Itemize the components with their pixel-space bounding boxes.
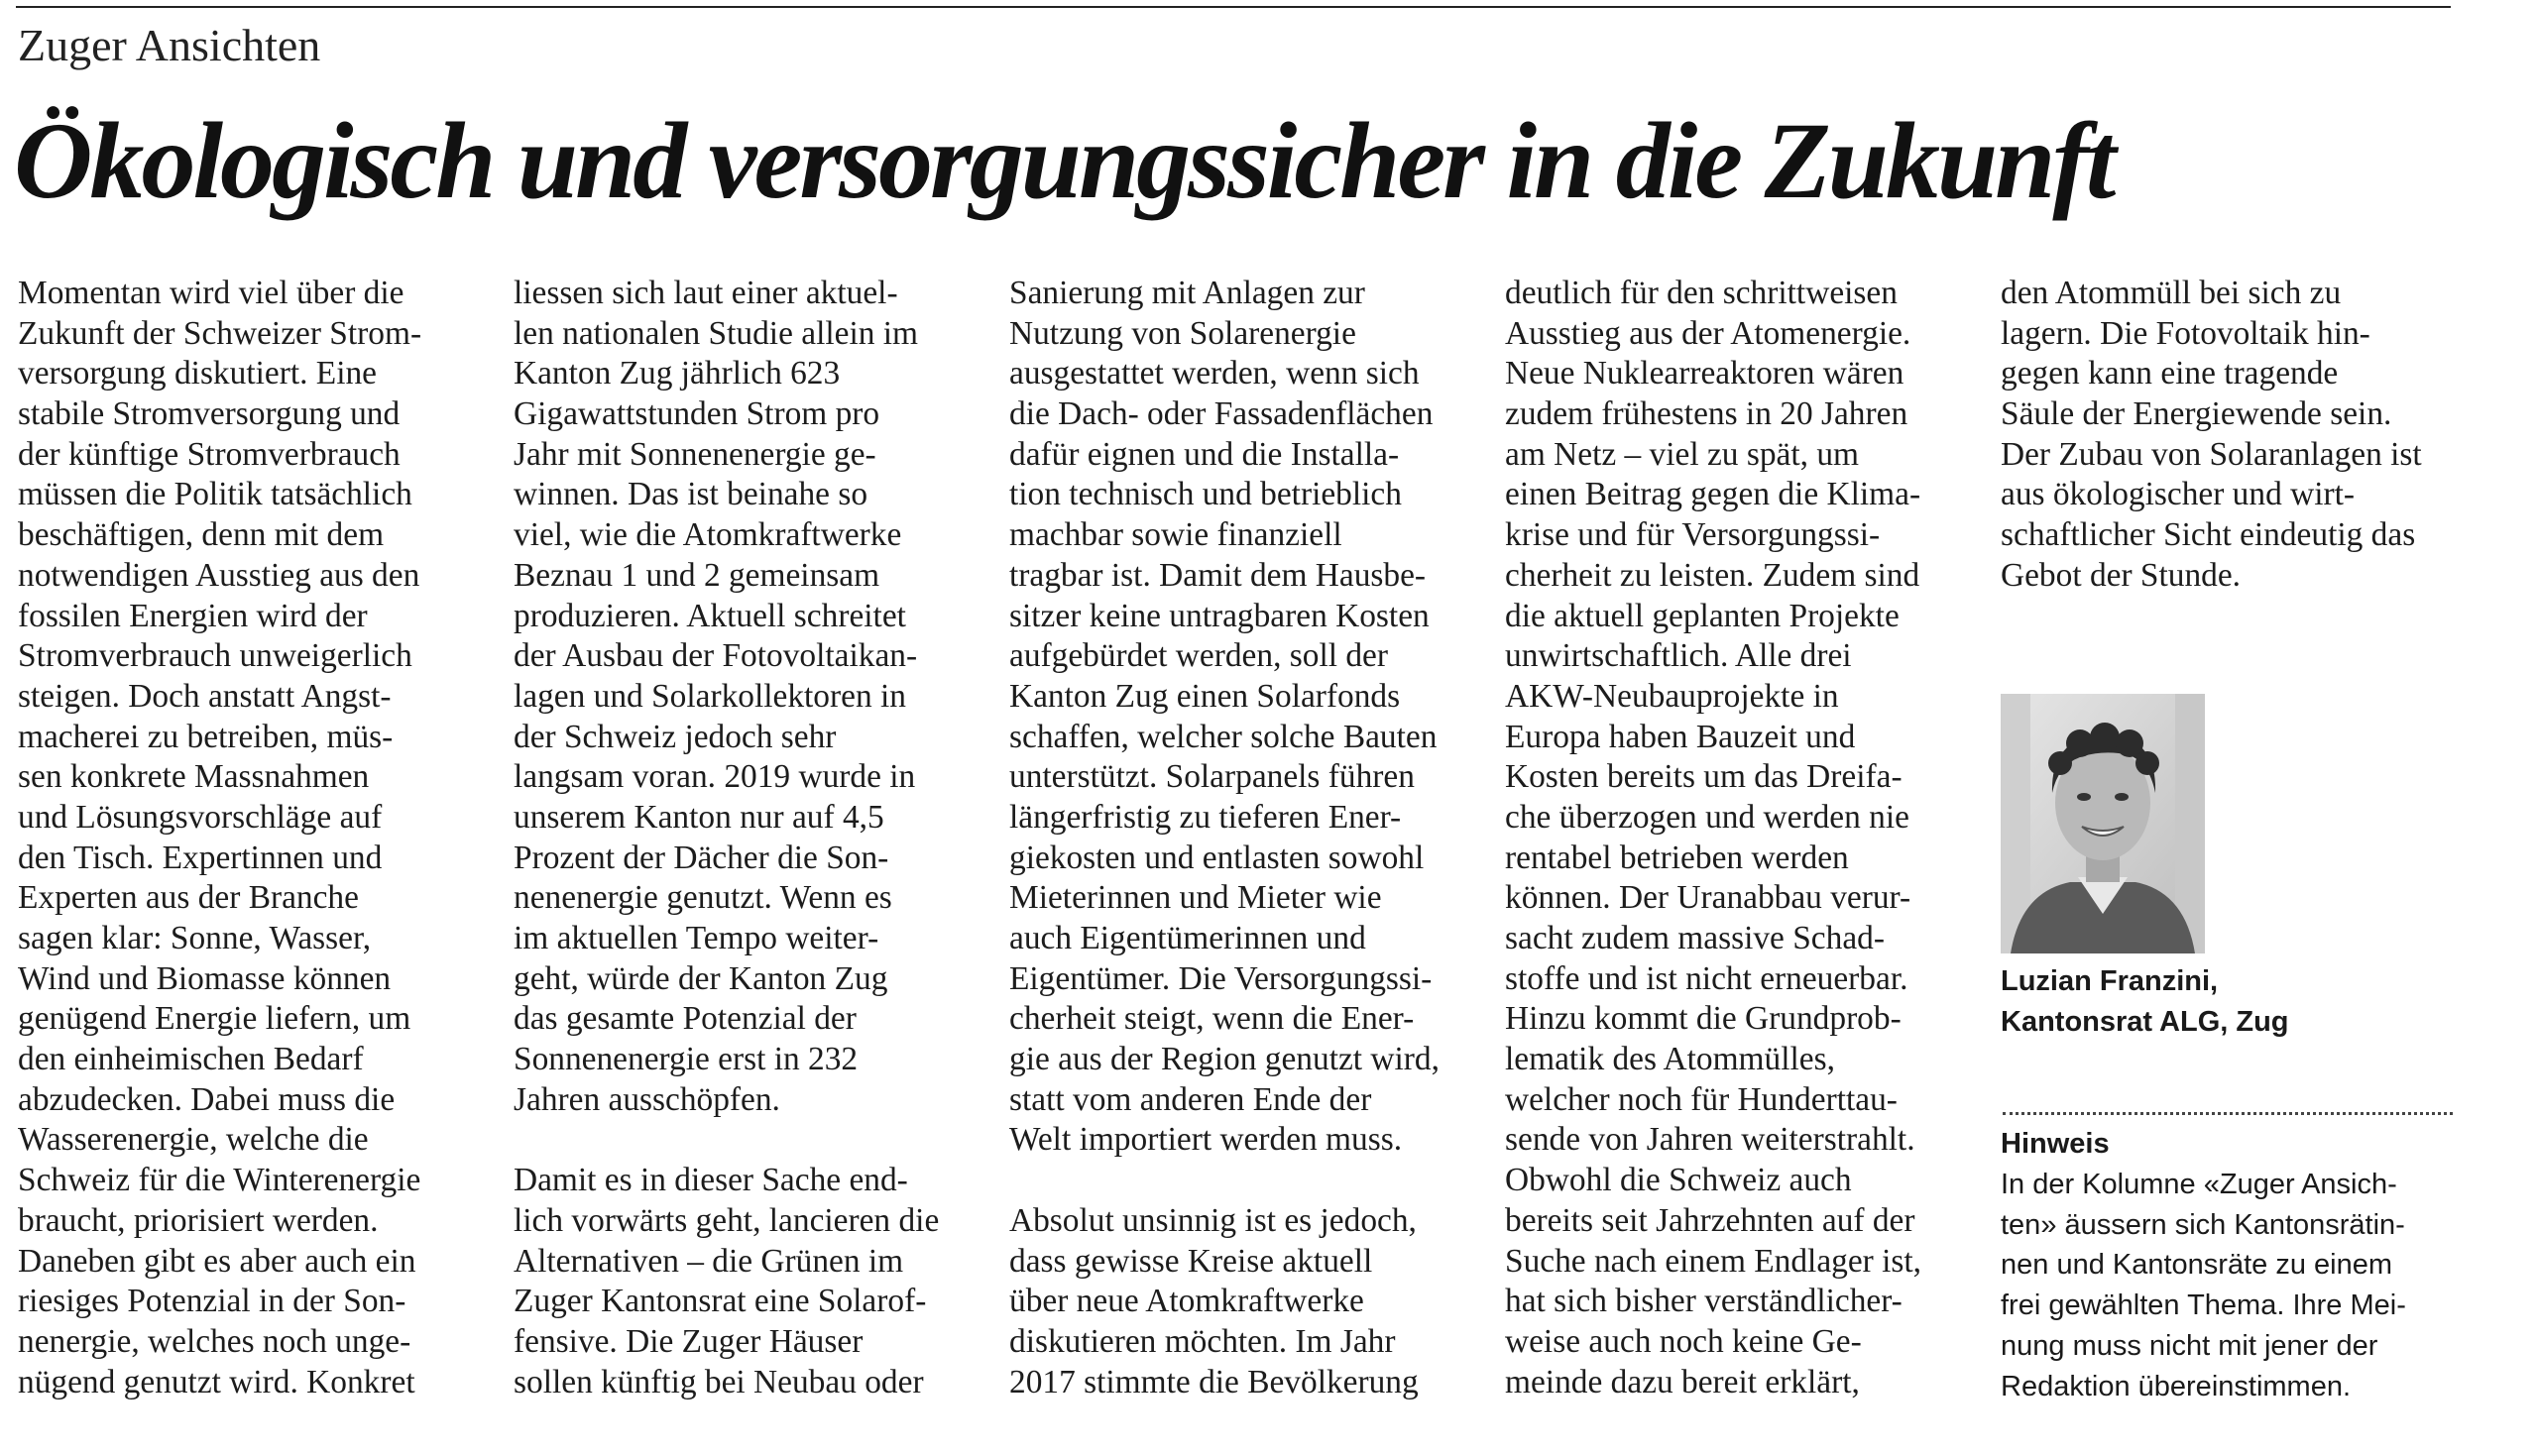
text-line: den einheimischen Bedarf — [18, 1041, 364, 1078]
paragraph-gap — [514, 1120, 987, 1161]
author-portrait-image — [2001, 694, 2205, 953]
text-line: Prozent der Dächer die Son- — [514, 839, 889, 876]
text-line: Ausstieg aus der Atomenergie. — [1505, 314, 1911, 352]
text-line: riesiges Potenzial in der Son- — [18, 1283, 406, 1320]
text-line: bereits seit Jahrzehnten auf der — [1505, 1201, 1915, 1239]
article-column-5 — [2001, 274, 2475, 597]
text-line: fensive. Die Zuger Häuser — [514, 1322, 864, 1360]
text-line: diskutieren möchten. Im Jahr — [1009, 1322, 1396, 1360]
text-line: Europa haben Bauzeit und — [1505, 718, 1856, 755]
text-line: Mieterinnen und Mieter wie — [1009, 879, 1382, 917]
text-line: len nationalen Studie allein im — [514, 314, 919, 352]
text-line: die aktuell geplanten Projekte — [1505, 597, 1900, 634]
text-line: den Atommüll bei sich zu — [2001, 275, 2342, 311]
text-line: nügend genutzt wird. Konkret — [18, 1363, 415, 1400]
article-column-3 — [1009, 274, 1483, 1402]
text-line: sitzer keine untragbaren Kosten — [1009, 597, 1430, 634]
text-line: Nutzung von Solarenergie — [1009, 314, 1356, 352]
text-line: lagen und Solarkollektoren in — [514, 677, 906, 715]
text-line: zudem frühestens in 20 Jahren — [1505, 395, 1908, 433]
text-line: Welt importiert werden muss. — [1009, 1121, 1403, 1159]
text-line: Wasserenergie, welche die — [18, 1121, 369, 1159]
text-line: Schweiz für die Winterenergie — [18, 1162, 421, 1199]
text-line: stoffe und ist nicht erneuerbar. — [1505, 959, 1908, 997]
note-line: nung muss nicht mit jener der — [2001, 1329, 2378, 1362]
text-line: die Dach- oder Fassadenflächen — [1009, 395, 1434, 433]
text-line: Jahr mit Sonnenenergie ge- — [514, 435, 876, 473]
text-line: einen Beitrag gegen die Klima- — [1505, 476, 1921, 513]
text-line: Eigentümer. Die Versorgungssi- — [1009, 959, 1433, 997]
text-line: Kanton Zug einen Solarfonds — [1009, 677, 1401, 715]
text-line: beschäftigen, denn mit dem — [18, 516, 385, 554]
text-line: Kanton Zug jährlich 623 — [514, 355, 841, 392]
text-line: deutlich für den schrittweisen — [1505, 275, 1898, 311]
text-line: sagen klar: Sonne, Wasser, — [18, 920, 372, 956]
article-column-2 — [514, 274, 987, 1402]
text-line: Beznau 1 und 2 gemeinsam — [514, 556, 880, 594]
text-line: Der Zubau von Solaranlagen ist — [2001, 435, 2422, 473]
text-line: braucht, priorisiert werden. — [18, 1201, 379, 1239]
text-line: lematik des Atommülles, — [1505, 1041, 1835, 1078]
text-line: gie aus der Region genutzt wird, — [1009, 1041, 1440, 1078]
text-line: schaffen, welcher solche Bauten — [1009, 718, 1438, 755]
note-line: frei gewählten Thema. Ihre Mei- — [2001, 1289, 2406, 1322]
text-line: lich vorwärts geht, lancieren die — [514, 1201, 940, 1239]
headline: Ökologisch und versorgungssicher in die Zukunft — [14, 100, 2114, 221]
text-line: Säule der Energiewende sein. — [2001, 395, 2392, 433]
text-line: Zuger Kantonsrat eine Solarof- — [514, 1283, 927, 1320]
text-line: hat sich bisher verständlicher- — [1505, 1283, 1903, 1320]
article-column-1 — [18, 274, 492, 1402]
note-line: In der Kolumne «Zuger Ansich- — [2001, 1169, 2397, 1200]
text-line: welcher noch für Hunderttau- — [1505, 1080, 1898, 1118]
text-line: sollen künftig bei Neubau oder — [514, 1363, 924, 1400]
text-line: Absolut unsinnig ist es jedoch, — [1009, 1201, 1417, 1239]
note-line: Redaktion übereinstimmen. — [2001, 1370, 2352, 1402]
text-line: Stromverbrauch unweigerlich — [18, 637, 412, 675]
text-line: Sanierung mit Anlagen zur — [1009, 275, 1365, 311]
text-line: produzieren. Aktuell schreitet — [514, 597, 906, 634]
text-line: Zukunft der Schweizer Strom- — [18, 314, 422, 352]
text-line: Daneben gibt es aber auch ein — [18, 1242, 416, 1280]
text-line: Neue Nuklearreaktoren wären — [1505, 355, 1904, 392]
rubric: Zuger Ansichten — [18, 20, 321, 70]
text-line: am Netz – viel zu spät, um — [1505, 435, 1859, 473]
text-line: über neue Atomkraftwerke — [1009, 1283, 1364, 1320]
text-line: unterstützt. Solarpanels führen — [1009, 758, 1415, 796]
text-line: nenenergie genutzt. Wenn es — [514, 879, 892, 917]
author-role: Kantonsrat ALG, Zug — [2001, 1005, 2289, 1038]
text-line: cherheit steigt, wenn die Ener- — [1009, 1000, 1415, 1038]
note-line: nen und Kantonsräte zu einem — [2001, 1249, 2392, 1282]
text-line: lagern. Die Fotovoltaik hin- — [2001, 314, 2370, 352]
text-line: 2017 stimmte die Bevölkerung — [1009, 1363, 1419, 1400]
author-name: Luzian Franzini, — [2001, 965, 2219, 997]
text-line: winnen. Das ist beinahe so — [514, 476, 868, 513]
text-line: müssen die Politik tatsächlich — [18, 476, 412, 513]
text-line: dafür eignen und die Installa- — [1009, 435, 1400, 473]
top-rule — [16, 6, 2451, 8]
text-line: tragbar ist. Damit dem Hausbe- — [1009, 556, 1427, 594]
text-line: giekosten und entlasten sowohl — [1009, 839, 1425, 876]
text-line: langsam voran. 2019 wurde in — [514, 758, 916, 796]
text-line: krise und für Versorgungssi- — [1505, 516, 1881, 554]
text-line: notwendigen Ausstieg aus den — [18, 556, 420, 594]
text-line: fossilen Energien wird der — [18, 597, 368, 634]
text-line: das gesamte Potenzial der — [514, 1000, 857, 1038]
text-line: der Ausbau der Fotovoltaikan- — [514, 637, 918, 675]
text-line: Sonnenenergie erst in 232 — [514, 1041, 859, 1078]
text-line: stabile Stromversorgung und — [18, 395, 401, 433]
text-line: gegen kann eine tragende — [2001, 355, 2339, 392]
paragraph-gap — [1009, 1161, 1483, 1201]
note-title: Hinweis — [2001, 1128, 2110, 1160]
text-line: Wind und Biomasse können — [18, 959, 392, 997]
text-line: sende von Jahren weiterstrahlt. — [1505, 1121, 1915, 1159]
text-line: schaftlicher Sicht eindeutig das — [2001, 516, 2416, 554]
text-line: sen konkrete Massnahmen — [18, 758, 370, 796]
article-column-4 — [1505, 274, 1979, 1402]
text-line: der Schweiz jedoch sehr — [514, 718, 837, 755]
text-line: Kosten bereits um das Dreifa- — [1505, 758, 1903, 796]
text-line: auch Eigentümerinnen und — [1009, 920, 1366, 956]
author-byline — [2001, 961, 2289, 1042]
text-line: aufgebürdet werden, soll der — [1009, 637, 1388, 675]
text-line: Experten aus der Branche — [18, 879, 359, 917]
text-line: längerfristig zu tieferen Ener- — [1009, 798, 1402, 836]
text-line: weise auch noch keine Ge- — [1505, 1322, 1862, 1360]
text-line: AKW-Neubauprojekte in — [1505, 677, 1839, 715]
text-line: rentabel betrieben werden — [1505, 839, 1849, 876]
text-line: Momentan wird viel über die — [18, 275, 404, 311]
text-line: che überzogen und werden nie — [1505, 798, 1909, 836]
text-line: abzudecken. Dabei muss die — [18, 1080, 396, 1118]
text-line: unwirtschaftlich. Alle drei — [1505, 637, 1852, 675]
text-line: statt vom anderen Ende der — [1009, 1080, 1372, 1118]
text-line: können. Der Uranabbau verur- — [1505, 879, 1911, 917]
text-line: Damit es in dieser Sache end- — [514, 1162, 908, 1199]
text-line: Suche nach einem Endlager ist, — [1505, 1242, 1922, 1280]
text-line: cherheit zu leisten. Zudem sind — [1505, 556, 1920, 594]
text-line: genügend Energie liefern, um — [18, 1000, 411, 1038]
text-line: Jahren ausschöpfen. — [514, 1080, 780, 1118]
text-line: machbar sowie finanziell — [1009, 516, 1342, 554]
note-line: ten» äussern sich Kantonsrätin- — [2001, 1208, 2405, 1241]
text-line: den Tisch. Expertinnen und — [18, 839, 383, 876]
text-line: Obwohl die Schweiz auch — [1505, 1162, 1852, 1199]
text-line: und Lösungsvorschläge auf — [18, 798, 383, 836]
text-line: Gebot der Stunde. — [2001, 556, 2242, 594]
text-line: Gigawattstunden Strom pro — [514, 395, 880, 433]
note-text — [2001, 1165, 2406, 1406]
text-line: der künftige Stromverbrauch — [18, 435, 401, 473]
text-line: aus ökologischer und wirt- — [2001, 476, 2356, 513]
text-line: ausgestattet werden, wenn sich — [1009, 355, 1420, 392]
dotted-divider — [2003, 1112, 2453, 1115]
text-line: macherei zu betreiben, müs- — [18, 718, 394, 755]
text-line: liessen sich laut einer aktuel- — [514, 275, 898, 311]
text-line: geht, würde der Kanton Zug — [514, 959, 888, 997]
text-line: steigen. Doch anstatt Angst- — [18, 677, 392, 715]
text-line: versorgung diskutiert. Eine — [18, 355, 377, 392]
text-line: viel, wie die Atomkraftwerke — [514, 516, 902, 554]
text-line: nenergie, welches noch unge- — [18, 1322, 411, 1360]
text-line: Alternativen – die Grünen im — [514, 1242, 904, 1280]
author-photo — [2001, 694, 2205, 953]
text-line: unserem Kanton nur auf 4,5 — [514, 798, 884, 836]
text-line: Hinzu kommt die Grundprob- — [1505, 1000, 1902, 1038]
text-line: tion technisch und betrieblich — [1009, 476, 1402, 513]
text-line: sacht zudem massive Schad- — [1505, 920, 1885, 956]
text-line: meinde dazu bereit erklärt, — [1505, 1363, 1860, 1400]
text-line: im aktuellen Tempo weiter- — [514, 920, 879, 956]
text-line: dass gewisse Kreise aktuell — [1009, 1242, 1373, 1280]
